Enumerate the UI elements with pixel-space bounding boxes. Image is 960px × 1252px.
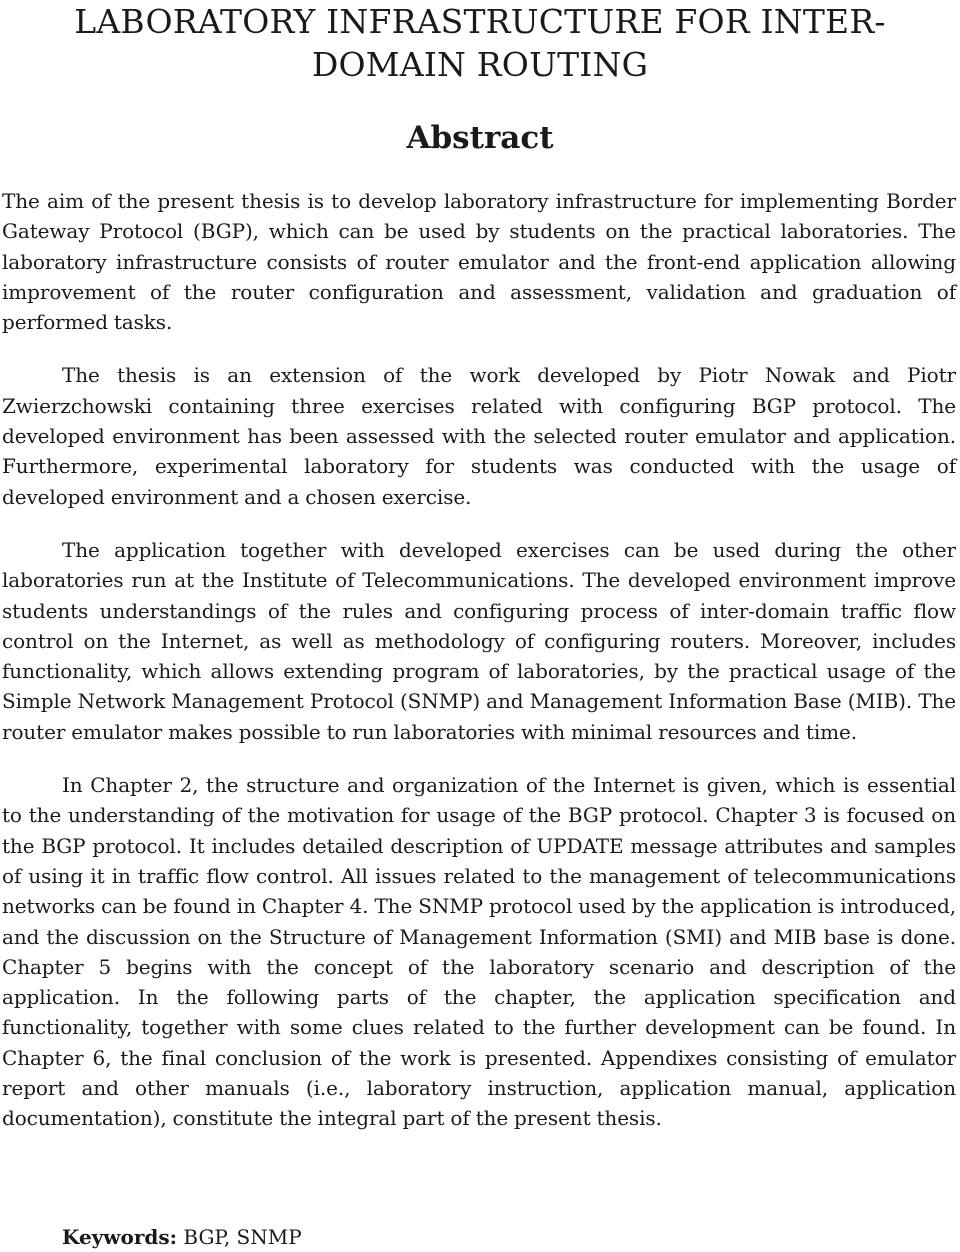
abstract-heading: Abstract — [406, 120, 554, 156]
keywords-value: BGP, SNMP — [183, 1225, 302, 1249]
abstract-paragraph-3: The application together with developed exercises can be used during the other laboratories run at the Institute of Telecommunications. The developed environment improve students understandings of the rules and configuring process of inter-domain traffic flow control on the Internet, as well as methodology of configuring routers. Moreover, includes functionality, which allows extending program of laboratories, by the practical usage of the Simple Network Management Protocol (SNMP) and Management Information Base (MIB). The router emulator makes possible to run laboratories with minimal resources and time. — [2, 537, 956, 744]
abstract-body — [2, 186, 956, 1157]
thesis-title: LABORATORY INFRASTRUCTURE FOR INTER-DOMAIN ROUTING — [74, 2, 886, 84]
keywords-label: Keywords: — [62, 1225, 178, 1249]
abstract-paragraph-1: The aim of the present thesis is to develop laboratory infrastructure for implementing Border Gateway Protocol (BGP), which can be used by students on the practical laboratories. The laboratory infrastructure consists of router emulator and the front-end application allowing improvement of the router configuration and assessment, validation and graduation of performed tasks. — [2, 189, 956, 335]
abstract-paragraph-2: The thesis is an extension of the work developed by Piotr Nowak and Piotr Zwierzchowski containing three exercises related with configuring BGP protocol. The developed environment has been assessed with the selected router emulator and application. Furthermore, experimental laboratory for students was conducted with the usage of developed environment and a chosen exercise. — [2, 363, 956, 509]
abstract-paragraph-4: In Chapter 2, the structure and organization of the Internet is given, which is essential to the understanding of the motivation for usage of the BGP protocol. Chapter 3 is focused on the BGP protocol. It includes detailed description of UPDATE message attributes and samples of using it in traffic flow control. All issues related to the management of telecommunications networks can be found in Chapter 4. The SNMP protocol used by the application is introduced, and the discussion on the Structure of Management Information (SMI) and MIB base is done. Chapter 5 begins with the concept of the laboratory scenario and description of the application. In the following parts of the chapter, the application specification and functionality, together with some clues related to the further development can be found. In Chapter 6, the final conclusion of the work is presented. Appendixes consisting of emulator report and other manuals (i.e., laboratory instruction, application manual, application documentation), constitute the integral part of the present thesis. — [2, 773, 956, 1131]
keywords-line — [62, 1222, 302, 1252]
